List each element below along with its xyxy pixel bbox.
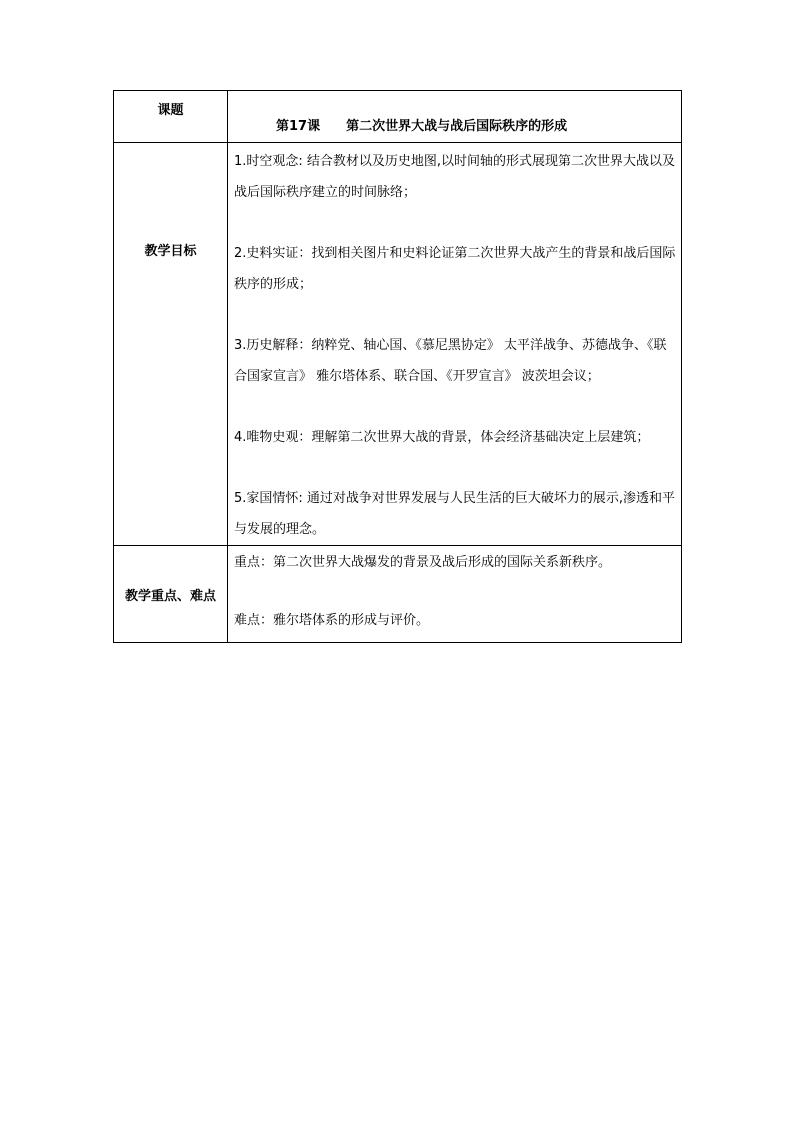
lesson-title: 第二次世界大战与战后国际秩序的形成 (346, 119, 568, 134)
objectives-content-cell (228, 143, 682, 546)
header-row (114, 91, 682, 143)
topic-label: 课题 (157, 103, 184, 118)
objectives-label-cell (114, 143, 228, 546)
lesson-plan-table (113, 90, 682, 643)
objectives-row (114, 143, 682, 546)
objective-item: 4.唯物史观：理解第二次世界大战的背景，体会经济基础决定上层建筑； (234, 430, 650, 445)
key-points-row (114, 546, 682, 643)
key-points-content-cell (228, 546, 682, 643)
difficulty-text: 难点：雅尔塔体系的形成与评价。 (234, 613, 430, 628)
objective-item: 3.历史解释：纳粹党、轴心国、《慕尼黑协定》 太平洋战争、苏德战争、《联合国家宣言》 雅尔塔体系、联合国、《开罗宣言》 波茨坦会议； (234, 338, 667, 384)
lesson-number: 第17课 (276, 119, 321, 134)
objective-item: 1.时空观念: 结合教材以及历史地图,以时间轴的形式展现第二次世界大战以及战后国际秩序建立的时间脉络； (234, 154, 676, 200)
objective-item: 5.家国情怀: 通过对战争对世界发展与人民生活的巨大破坏力的展示,渗透和平与发展的理念。 (234, 491, 676, 537)
focus-text: 重点：第二次世界大战爆发的背景及战后形成的国际关系新秩序。 (234, 555, 612, 570)
topic-title-cell (228, 91, 682, 143)
objective-item: 2.史料实证：找到相关图片和史料论证第二次世界大战产生的背景和战后国际秩序的形成； (234, 246, 676, 292)
topic-label-cell (114, 91, 228, 143)
key-points-label: 教学重点、难点 (124, 588, 216, 604)
key-points-label-cell (114, 546, 228, 643)
objectives-label: 教学目标 (144, 244, 197, 259)
